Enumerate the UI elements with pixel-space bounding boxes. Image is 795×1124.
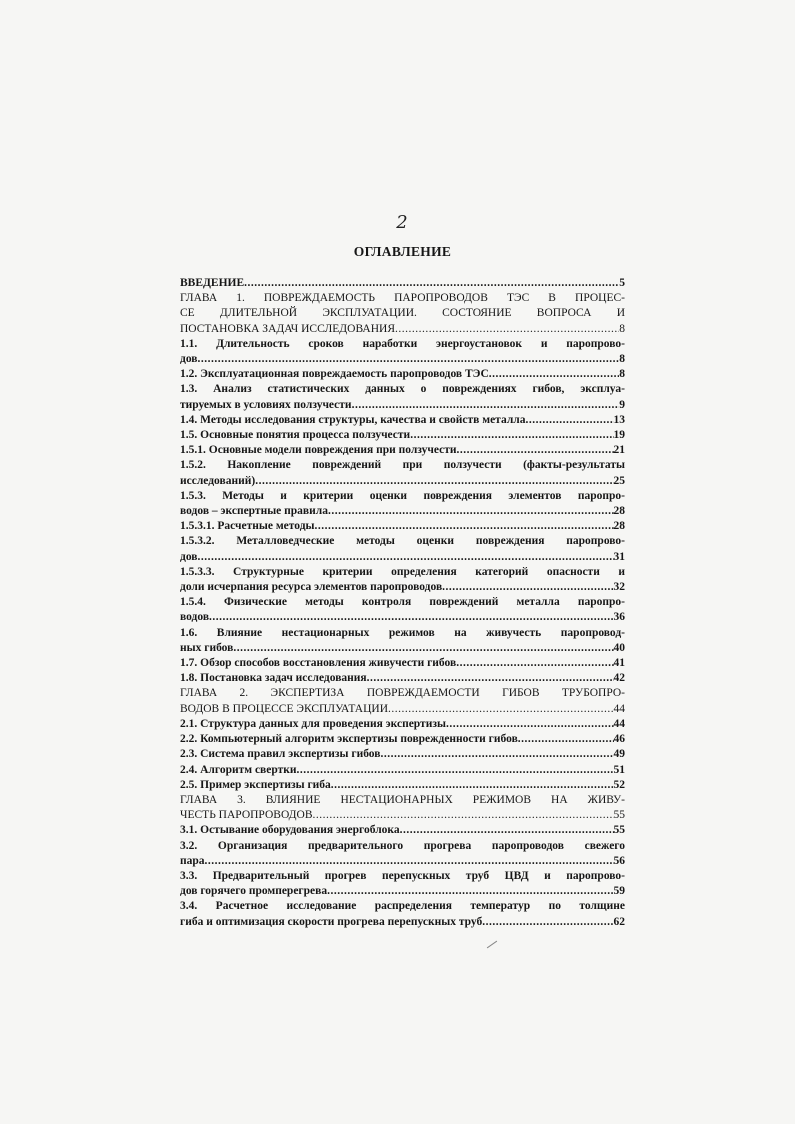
toc-entry-text: 1.5.1. Основные модели повреждения при ползучести (180, 444, 457, 457)
toc-entry-text: гиба и оптимизация скорости прогрева перепускных труб (180, 915, 483, 928)
toc-entry-text: 3.2. Организация предварительного прогрева паропроводов свежего (180, 839, 625, 852)
dot-leader (244, 276, 619, 291)
toc-entry (180, 595, 625, 625)
toc-entry (180, 367, 625, 382)
toc-page-number: 9 (619, 398, 625, 411)
dot-leader (255, 474, 613, 489)
dot-leader (395, 322, 619, 337)
toc-entry (180, 763, 625, 778)
toc-entry-text: исследований) (180, 474, 256, 487)
dot-leader (327, 884, 613, 899)
toc-page-number: 5 (619, 277, 625, 289)
toc-entry-text: 1.4. Методы исследования структуры, качества и свойств металла (180, 413, 526, 426)
toc-entry-text: 1.8. Постановка задач исследования (180, 672, 367, 685)
toc-entry (180, 489, 625, 519)
toc-entry (180, 443, 625, 458)
toc-entry-text: 3.3. Предварительный прогрев перепускных труб ЦВД и паропрово- (180, 869, 625, 882)
toc-page-number: 59 (613, 885, 625, 898)
toc-page-number: 21 (613, 444, 625, 457)
toc-entry-text: ных гибов (180, 641, 234, 654)
dot-leader (525, 413, 613, 428)
toc-entry (180, 534, 625, 564)
toc-page-number: 40 (613, 641, 625, 654)
toc-entry-text: 1.5.3.1. Расчетные методы (180, 520, 315, 533)
dot-leader (233, 641, 613, 656)
toc-entry (180, 686, 625, 716)
toc-page-number: 46 (613, 733, 625, 746)
toc-page-number: 44 (613, 717, 625, 730)
toc-entry-text: СЕ ДЛИТЕЛЬНОЙ ЭКСПЛУАТАЦИИ. СОСТОЯНИЕ ВОПРОСА И (180, 307, 625, 320)
dot-leader (313, 808, 614, 823)
dot-leader (456, 656, 613, 671)
toc-page-number: 8 (619, 322, 625, 335)
toc-page-number: 42 (613, 672, 625, 685)
toc-entry-text: ЧЕСТЬ ПАРОПРОВОДОВ (180, 809, 313, 822)
dot-leader (198, 550, 614, 565)
toc-entry (180, 565, 625, 595)
toc-entry-text: 1.7. Обзор способов восстановления живучести гибов (180, 657, 457, 670)
toc-entry-text: дов горячего промперегрева (180, 885, 328, 898)
dot-leader (205, 854, 614, 869)
toc-entry-text: 1.3. Анализ статистических данных о повреждениях гибов, эксплуа- (180, 383, 625, 396)
toc-page-number: 28 (613, 505, 625, 518)
toc-entry-text: 1.5. Основные понятия процесса ползучести (180, 429, 411, 442)
toc-entry-text: доли исчерпания ресурса элементов паропроводов (180, 581, 443, 594)
toc-entry (180, 519, 625, 534)
dot-leader (489, 367, 619, 382)
toc-entry-text: 1.1. Длительность сроков наработки энергоустановок и паропрово- (180, 337, 625, 350)
toc-page-number: 31 (613, 550, 625, 563)
toc-entry (180, 839, 625, 869)
toc-entry (180, 671, 625, 686)
dot-leader (410, 428, 613, 443)
toc-entry-text: 1.5.3. Методы и критерии оценки повреждения элементов паропро- (180, 489, 625, 502)
toc-entry-text: 1.2. Эксплуатационная повреждаемость паропроводов ТЭС (180, 368, 489, 381)
pen-mark (487, 941, 497, 949)
page-title: ОГЛАВЛЕНИЕ (353, 244, 452, 259)
toc-entry-text: 2.4. Алгоритм свертки (180, 763, 297, 776)
toc-entry-text: 1.6. Влияние нестационарных режимов на живучесть паропровод- (180, 626, 625, 639)
toc-page-number: 41 (613, 657, 625, 670)
toc-page-number: 19 (613, 429, 625, 442)
toc-entry (180, 732, 625, 747)
toc-page-number: 36 (613, 611, 625, 624)
dot-leader (315, 519, 614, 534)
dot-leader (457, 443, 614, 458)
toc-page-number: 55 (613, 809, 625, 822)
dot-leader (367, 671, 614, 686)
toc-entry-text: ГЛАВА 2. ЭКСПЕРТИЗА ПОВРЕЖДАЕМОСТИ ГИБОВ ТРУБОПРО- (180, 687, 625, 700)
toc-page-number: 55 (613, 824, 625, 837)
toc-entry (180, 458, 625, 488)
toc-entry-text: водов (180, 611, 210, 624)
dot-leader (297, 763, 614, 778)
toc-entry (180, 778, 625, 793)
toc-entry (180, 291, 625, 337)
toc-entry-text: 3.1. Остывание оборудования энергоблока (180, 824, 400, 837)
dot-leader (442, 580, 613, 595)
page-number: 2 (396, 212, 408, 233)
toc-entry-text: ВВЕДЕНИЕ (180, 277, 245, 289)
toc-entry (180, 626, 625, 656)
toc-entry (180, 428, 625, 443)
dot-leader (482, 915, 613, 930)
toc-entry (180, 656, 625, 671)
toc-entry-text: ПОСТАНОВКА ЗАДАЧ ИССЛЕДОВАНИЯ (180, 322, 395, 335)
toc-entry (180, 717, 625, 732)
toc-entry-text: 2.5. Пример экспертизы гиба (180, 778, 331, 791)
toc-entry-text: 2.3. Система правил экспертизы гибов (180, 748, 381, 761)
toc-entry (180, 899, 625, 929)
toc-entry (180, 276, 625, 291)
toc-entry-text: ГЛАВА 1. ПОВРЕЖДАЕМОСТЬ ПАРОПРОВОДОВ ТЭС В ПРОЦЕС- (180, 292, 625, 305)
toc-entry-text: дов (180, 550, 198, 563)
toc-entry (180, 337, 625, 367)
dot-leader (388, 702, 613, 717)
toc-page-number: 28 (613, 520, 625, 533)
toc-entry (180, 823, 625, 838)
toc-page-number: 13 (613, 413, 625, 426)
toc-page-number: 8 (619, 368, 625, 381)
toc-entry (180, 869, 625, 899)
dot-leader (381, 747, 614, 762)
dot-leader (209, 610, 613, 625)
table-of-contents (180, 276, 625, 930)
toc-entry-text: ВОДОВ В ПРОЦЕССЕ ЭКСПЛУАТАЦИИ (180, 702, 389, 715)
toc-page-number: 51 (613, 763, 625, 776)
toc-page-number: 56 (613, 854, 625, 867)
toc-page-number: 62 (613, 915, 625, 928)
toc-page-number: 8 (619, 353, 625, 366)
dot-leader (400, 823, 614, 838)
toc-entry (180, 747, 625, 762)
dot-leader (198, 352, 620, 367)
dot-leader (328, 504, 614, 519)
toc-page-number: 49 (613, 748, 625, 761)
toc-entry (180, 413, 625, 428)
toc-entry-text: тируемых в условиях ползучести (180, 398, 352, 411)
toc-entry (180, 382, 625, 412)
toc-entry-text: 2.2. Компьютерный алгоритм экспертизы поврежденности гибов (180, 733, 518, 746)
toc-page-number: 32 (613, 581, 625, 594)
toc-page-number: 44 (613, 702, 625, 715)
dot-leader (446, 717, 614, 732)
dot-leader (331, 778, 614, 793)
toc-entry-text: 1.5.2. Накопление повреждений при ползучести (факты-результаты (180, 459, 625, 472)
toc-page-number: 25 (613, 474, 625, 487)
toc-entry (180, 793, 625, 823)
dot-leader (352, 398, 620, 413)
toc-entry-text: 3.4. Расчетное исследование распределения температур по толщине (180, 900, 625, 913)
toc-entry-text: 2.1. Структура данных для проведения экспертизы (180, 717, 446, 730)
dot-leader (518, 732, 614, 747)
toc-entry-text: пара (180, 854, 205, 867)
toc-page-number: 52 (613, 778, 625, 791)
toc-entry-text: водов – экспертные правила (180, 505, 328, 518)
toc-entry-text: дов (180, 353, 198, 366)
toc-entry-text: ГЛАВА 3. ВЛИЯНИЕ НЕСТАЦИОНАРНЫХ РЕЖИМОВ НА ЖИВУ- (180, 793, 625, 806)
toc-entry-text: 1.5.4. Физические методы контроля повреждений металла паропро- (180, 596, 625, 609)
toc-entry-text: 1.5.3.2. Металловедческие методы оценки повреждения паропрово- (180, 535, 625, 548)
toc-entry-text: 1.5.3.3. Структурные критерии определения категорий опасности и (180, 565, 625, 578)
